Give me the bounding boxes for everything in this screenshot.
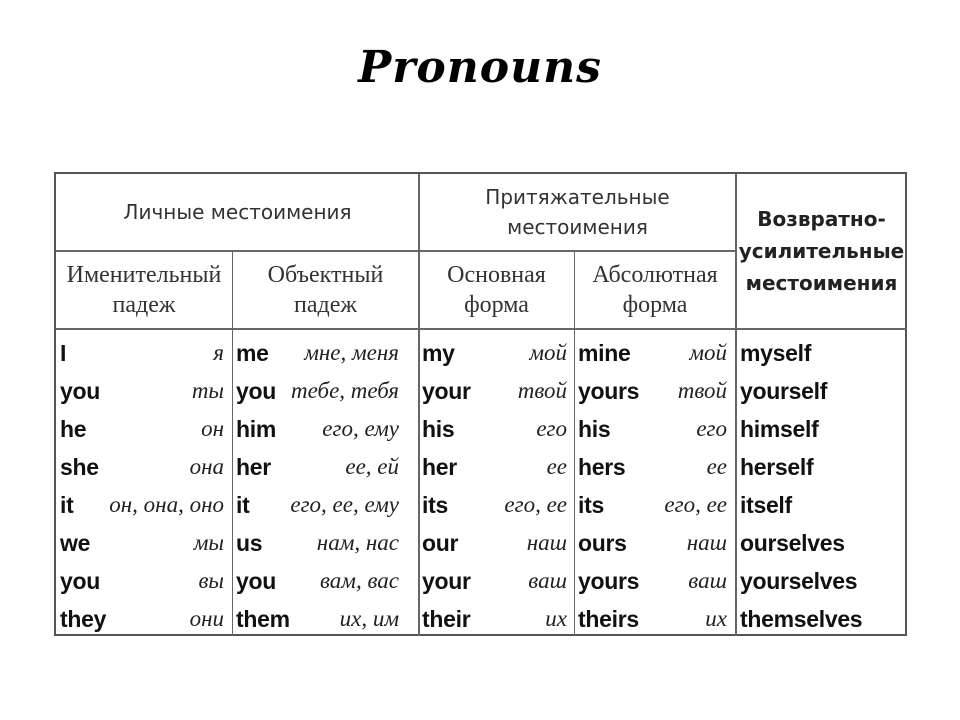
possessive-en: its [422, 491, 448, 518]
header-nominative-line-1: Именительный [66, 262, 222, 288]
possessive-ru: ее [546, 454, 567, 479]
possessive-en: my [422, 339, 455, 366]
absolute-ru: его [696, 416, 727, 441]
nominative-en: you [60, 377, 100, 404]
header-objective-line-1: Объектный [267, 262, 384, 288]
objective-ru: вам, вас [319, 568, 399, 593]
header-absolute-form [574, 252, 736, 328]
table-row [56, 524, 907, 562]
possessive-ru: их [545, 606, 567, 631]
reflexive: themselves [740, 605, 863, 632]
table-row [56, 486, 907, 524]
nominative-en: I [60, 339, 67, 366]
header-objective-line-2: падеж [294, 292, 357, 318]
objective-ru: его, ее, ему [290, 492, 399, 517]
objective-en: me [236, 339, 269, 366]
possessive-ru: мой [529, 340, 567, 365]
objective-en: her [236, 453, 271, 480]
divider [56, 328, 907, 330]
header-basic-line-2: форма [464, 292, 529, 318]
absolute-en: his [578, 415, 611, 442]
absolute-ru: его, ее [664, 492, 727, 517]
possessive-en: our [422, 529, 459, 556]
possessive-en: their [422, 605, 471, 632]
pronouns-table [54, 172, 907, 636]
objective-ru: мне, меня [304, 340, 399, 365]
reflexive: yourselves [740, 567, 858, 594]
nominative-ru: я [213, 340, 224, 365]
nominative-ru: он, она, оно [109, 492, 224, 517]
header-possessive-line-1: Притяжательные [485, 185, 670, 209]
absolute-en: yours [578, 377, 640, 404]
header-nominative-line-2: падеж [112, 292, 176, 318]
objective-en: us [236, 529, 263, 556]
absolute-ru: их [705, 606, 727, 631]
possessive-ru: его [536, 416, 567, 441]
table-body [56, 334, 907, 634]
header-reflexive-line-1: Возвратно- [757, 207, 886, 231]
nominative-ru: она [189, 454, 224, 479]
table-row [56, 334, 907, 372]
header-personal [56, 174, 419, 250]
possessive-ru: его, ее [504, 492, 567, 517]
objective-ru: тебе, тебя [291, 378, 399, 403]
nominative-ru: ты [191, 378, 224, 403]
header-absolute-line-2: форма [622, 292, 688, 318]
possessive-en: your [422, 377, 471, 404]
nominative-ru: вы [198, 568, 224, 593]
table-row [56, 448, 907, 486]
absolute-ru: мой [689, 340, 727, 365]
header-objective [232, 252, 419, 328]
divider [56, 250, 736, 252]
absolute-en: its [578, 491, 604, 518]
table-row [56, 410, 907, 448]
possessive-en: your [422, 567, 471, 594]
nominative-ru: они [189, 606, 224, 631]
absolute-en: theirs [578, 605, 639, 632]
header-basic-form [419, 252, 574, 328]
page-title: Pronouns [358, 42, 602, 93]
absolute-ru: твой [677, 378, 727, 403]
possessive-ru: наш [526, 530, 567, 555]
reflexive: herself [740, 453, 814, 480]
table-row [56, 600, 907, 638]
nominative-en: we [60, 529, 91, 556]
nominative-en: you [60, 567, 100, 594]
nominative-en: they [60, 605, 107, 632]
possessive-en: his [422, 415, 455, 442]
header-reflexive-line-2: усилительные [738, 239, 905, 263]
objective-en: it [236, 491, 250, 518]
possessive-ru: ваш [528, 568, 567, 593]
header-possessive [419, 174, 736, 250]
possessive-en: her [422, 453, 457, 480]
absolute-ru: ваш [688, 568, 727, 593]
absolute-en: ours [578, 529, 627, 556]
reflexive: ourselves [740, 529, 845, 556]
objective-en: you [236, 567, 276, 594]
nominative-en: she [60, 453, 99, 480]
header-reflexive [736, 174, 907, 328]
objective-en: them [236, 605, 290, 632]
possessive-ru: твой [517, 378, 567, 403]
objective-ru: их, им [339, 606, 399, 631]
objective-ru: его, ему [322, 416, 399, 441]
absolute-en: hers [578, 453, 626, 480]
reflexive: yourself [740, 377, 828, 404]
nominative-ru: мы [193, 530, 224, 555]
objective-ru: ее, ей [345, 454, 399, 479]
header-absolute-line-1: Абсолютная [592, 262, 718, 288]
table-row [56, 372, 907, 410]
objective-en: you [236, 377, 276, 404]
nominative-en: it [60, 491, 74, 518]
reflexive: himself [740, 415, 819, 442]
absolute-en: yours [578, 567, 640, 594]
absolute-en: mine [578, 339, 631, 366]
absolute-ru: ее [706, 454, 727, 479]
header-basic-line-1: Основная [447, 262, 546, 288]
objective-ru: нам, нас [316, 530, 399, 555]
header-nominative [56, 252, 232, 328]
absolute-ru: наш [686, 530, 727, 555]
nominative-ru: он [201, 416, 224, 441]
nominative-en: he [60, 415, 87, 442]
header-possessive-line-2: местоимения [507, 215, 648, 239]
reflexive: myself [740, 339, 812, 366]
header-personal-label: Личные местоимения [123, 200, 352, 224]
header-reflexive-line-3: местоимения [745, 271, 898, 295]
objective-en: him [236, 415, 276, 442]
reflexive: itself [740, 491, 792, 518]
table-row [56, 562, 907, 600]
